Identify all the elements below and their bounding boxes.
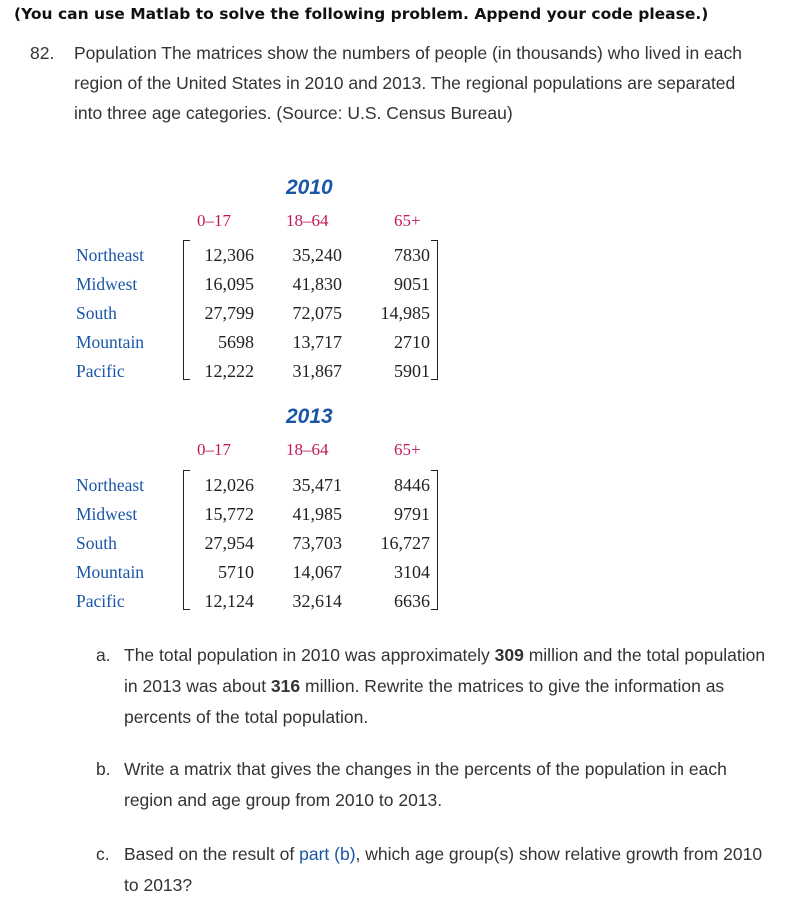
matrix-cell: 41,985 xyxy=(292,504,342,524)
matrix-cell: 27,799 xyxy=(204,303,254,323)
matrix-cell: 5710 xyxy=(218,562,254,582)
row-label-midwest: Midwest xyxy=(76,274,138,294)
matrix-cell: 14,985 xyxy=(380,303,430,323)
matrix-cell: 35,240 xyxy=(292,245,342,265)
col-head-18-64: 18–64 xyxy=(286,211,329,230)
problem-number: 82. xyxy=(30,43,55,63)
col-head-18-64: 18–64 xyxy=(286,440,329,459)
matrix-cell: 41,830 xyxy=(292,274,342,294)
problem-text: Population The matrices show the numbers of people (in thousands) who lived in each region of the United States in 2010 and 2013. The regional populations are separated into three age categories. (Source: U.S. Census Bureau) xyxy=(74,43,742,123)
question-c xyxy=(96,839,776,901)
matrix-cell: 73,703 xyxy=(292,533,342,553)
matrix-cell: 12,306 xyxy=(204,245,254,265)
row-label-mountain: Mountain xyxy=(76,332,145,352)
problem-statement xyxy=(30,38,750,128)
matrix-2010-year: 2010 xyxy=(286,176,333,199)
matrix-right-bracket xyxy=(431,240,438,380)
matrix-cell: 9791 xyxy=(394,504,430,524)
question-c-text: Based on the result of part (b), which age group(s) show relative growth from 2010 to 2013? xyxy=(124,844,763,895)
matrix-cell: 8446 xyxy=(394,475,430,495)
matrix-cell: 5698 xyxy=(218,332,254,352)
matrix-cell: 12,026 xyxy=(204,475,254,495)
matrix-cell: 72,075 xyxy=(292,303,342,323)
matrix-cell: 27,954 xyxy=(204,533,254,553)
matrix-cell: 2710 xyxy=(394,332,430,352)
question-a xyxy=(96,640,776,733)
question-a-letter: a. xyxy=(96,645,111,665)
row-label-mountain: Mountain xyxy=(76,562,145,582)
row-label-pacific: Pacific xyxy=(76,361,125,381)
matrix-right-bracket xyxy=(431,470,438,610)
row-label-northeast: Northeast xyxy=(76,245,145,265)
matrix-cell: 12,222 xyxy=(204,361,254,381)
col-head-0-17: 0–17 xyxy=(197,211,231,230)
question-b-text: Write a matrix that gives the changes in the percents of the population in each region and age group from 2010 to 2013. xyxy=(124,759,727,810)
row-label-midwest: Midwest xyxy=(76,504,138,524)
matrix-cell: 32,614 xyxy=(292,591,342,611)
col-head-65-plus: 65+ xyxy=(394,211,421,230)
matrix-cell: 35,471 xyxy=(292,475,342,495)
assignment-instruction: (You can use Matlab to solve the following problem. Append your code please.) xyxy=(14,5,709,23)
col-head-65-plus: 65+ xyxy=(394,440,421,459)
row-label-south: South xyxy=(76,533,117,553)
matrix-cell: 12,124 xyxy=(204,591,254,611)
matrix-cell: 5901 xyxy=(394,361,430,381)
row-label-south: South xyxy=(76,303,117,323)
matrix-cell: 16,727 xyxy=(380,533,430,553)
part-b-link[interactable]: part (b) xyxy=(299,844,356,864)
matrix-cell: 3104 xyxy=(394,562,430,582)
matrix-cell: 9051 xyxy=(394,274,430,294)
col-head-0-17: 0–17 xyxy=(197,440,231,459)
matrix-2013-year: 2013 xyxy=(286,405,333,428)
row-label-northeast: Northeast xyxy=(76,475,145,495)
question-a-text: The total population in 2010 was approximately 309 million and the total population in 2013 was about 316 million. Rewrite the matrices to give the information as percents of the total population. xyxy=(124,645,766,727)
matrix-cell: 6636 xyxy=(394,591,430,611)
question-b-letter: b. xyxy=(96,759,111,779)
matrix-cell: 16,095 xyxy=(204,274,254,294)
matrix-cell: 7830 xyxy=(394,245,430,265)
matrix-cell: 13,717 xyxy=(292,332,342,352)
matrix-cell: 31,867 xyxy=(292,361,342,381)
row-label-pacific: Pacific xyxy=(76,591,125,611)
matrix-cell: 15,772 xyxy=(204,504,254,524)
question-c-letter: c. xyxy=(96,844,110,864)
question-b xyxy=(96,754,776,816)
matrix-cell: 14,067 xyxy=(292,562,342,582)
